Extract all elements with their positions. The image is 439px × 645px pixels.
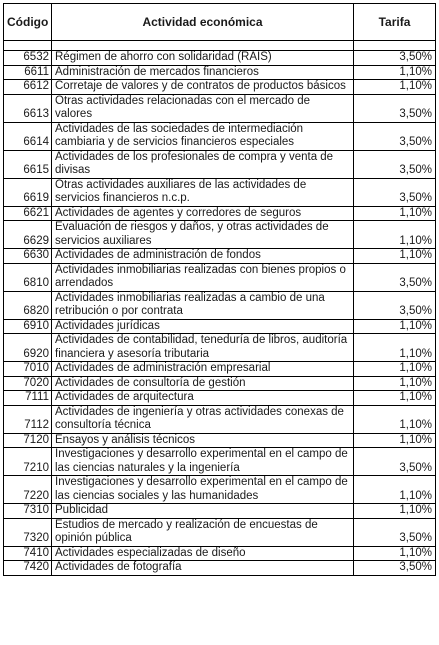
row-rate: 1,10% bbox=[354, 391, 436, 406]
table-row bbox=[4, 221, 436, 249]
row-activity: Estudios de mercado y realización de encuestas de opinión pública bbox=[52, 518, 354, 546]
table-row bbox=[4, 433, 436, 448]
row-rate: 1,10% bbox=[354, 80, 436, 95]
row-activity: Ensayos y análisis técnicos bbox=[52, 433, 354, 448]
table-row bbox=[4, 249, 436, 264]
row-rate: 1,10% bbox=[354, 376, 436, 391]
table-row bbox=[4, 405, 436, 433]
row-rate: 3,50% bbox=[354, 51, 436, 66]
row-rate: 1,10% bbox=[354, 206, 436, 221]
row-rate: 1,10% bbox=[354, 65, 436, 80]
row-rate: 1,10% bbox=[354, 546, 436, 561]
row-activity: Investigaciones y desarrollo experimental en el campo de las ciencias sociales y las humanidades bbox=[52, 476, 354, 504]
row-rate: 3,50% bbox=[354, 561, 436, 576]
table-row bbox=[4, 391, 436, 406]
table-row bbox=[4, 150, 436, 178]
row-rate: 3,50% bbox=[354, 263, 436, 291]
row-activity: Administración de mercados financieros bbox=[52, 65, 354, 80]
row-activity: Investigaciones y desarrollo experimental en el campo de las ciencias naturales y la ingeniería bbox=[52, 448, 354, 476]
row-code: 7220 bbox=[4, 476, 52, 504]
table-row bbox=[4, 263, 436, 291]
row-rate: 1,10% bbox=[354, 433, 436, 448]
row-rate: 1,10% bbox=[354, 476, 436, 504]
row-activity: Actividades de consultoría de gestión bbox=[52, 376, 354, 391]
header-code: Código bbox=[4, 4, 52, 41]
row-rate: 3,50% bbox=[354, 122, 436, 150]
table-row bbox=[4, 206, 436, 221]
row-rate: 1,10% bbox=[354, 362, 436, 377]
row-code: 6613 bbox=[4, 94, 52, 122]
row-activity: Actividades especializadas de diseño bbox=[52, 546, 354, 561]
row-activity: Actividades de agentes y corredores de seguros bbox=[52, 206, 354, 221]
row-rate: 1,10% bbox=[354, 249, 436, 264]
row-code: 7210 bbox=[4, 448, 52, 476]
row-rate: 3,50% bbox=[354, 448, 436, 476]
row-rate: 3,50% bbox=[354, 291, 436, 319]
row-code: 6619 bbox=[4, 178, 52, 206]
row-activity: Actividades jurídicas bbox=[52, 319, 354, 334]
row-code: 6611 bbox=[4, 65, 52, 80]
row-code: 7120 bbox=[4, 433, 52, 448]
row-code: 7112 bbox=[4, 405, 52, 433]
table-row bbox=[4, 51, 436, 66]
row-code: 6614 bbox=[4, 122, 52, 150]
row-activity: Evaluación de riesgos y daños, y otras actividades de servicios auxiliares bbox=[52, 221, 354, 249]
row-code: 6820 bbox=[4, 291, 52, 319]
row-code: 6810 bbox=[4, 263, 52, 291]
table-header-row bbox=[4, 4, 436, 41]
row-rate: 3,50% bbox=[354, 150, 436, 178]
row-activity: Actividades de administración de fondos bbox=[52, 249, 354, 264]
row-rate: 1,10% bbox=[354, 221, 436, 249]
header-rate: Tarifa bbox=[354, 4, 436, 41]
row-activity: Actividades de los profesionales de compra y venta de divisas bbox=[52, 150, 354, 178]
row-rate: 3,50% bbox=[354, 518, 436, 546]
activity-rate-table bbox=[3, 3, 436, 576]
row-activity: Actividades de arquitectura bbox=[52, 391, 354, 406]
table-row bbox=[4, 518, 436, 546]
row-code: 6621 bbox=[4, 206, 52, 221]
row-activity: Publicidad bbox=[52, 504, 354, 519]
row-rate: 1,10% bbox=[354, 405, 436, 433]
table-row bbox=[4, 476, 436, 504]
row-code: 7020 bbox=[4, 376, 52, 391]
row-activity: Actividades de las sociedades de intermediación cambiaria y de servicios financieros especiales bbox=[52, 122, 354, 150]
row-code: 7420 bbox=[4, 561, 52, 576]
table-row bbox=[4, 65, 436, 80]
row-activity: Actividades de administración empresarial bbox=[52, 362, 354, 377]
table-row bbox=[4, 362, 436, 377]
table-row bbox=[4, 122, 436, 150]
row-activity: Régimen de ahorro con solidaridad (RAIS) bbox=[52, 51, 354, 66]
row-activity: Actividades inmobiliarias realizadas con bienes propios o arrendados bbox=[52, 263, 354, 291]
row-code: 7320 bbox=[4, 518, 52, 546]
table-row bbox=[4, 319, 436, 334]
row-rate: 3,50% bbox=[354, 94, 436, 122]
table-row bbox=[4, 448, 436, 476]
table-row bbox=[4, 504, 436, 519]
row-code: 6910 bbox=[4, 319, 52, 334]
row-activity: Otras actividades relacionadas con el mercado de valores bbox=[52, 94, 354, 122]
row-code: 6615 bbox=[4, 150, 52, 178]
header-spacer-row bbox=[4, 41, 436, 51]
row-code: 7410 bbox=[4, 546, 52, 561]
row-activity: Actividades inmobiliarias realizadas a cambio de una retribución o por contrata bbox=[52, 291, 354, 319]
table-body bbox=[4, 51, 436, 576]
table-row bbox=[4, 94, 436, 122]
table-row bbox=[4, 376, 436, 391]
table-row bbox=[4, 546, 436, 561]
row-code: 6532 bbox=[4, 51, 52, 66]
table-row bbox=[4, 334, 436, 362]
row-rate: 1,10% bbox=[354, 319, 436, 334]
row-code: 6612 bbox=[4, 80, 52, 95]
row-rate: 1,10% bbox=[354, 504, 436, 519]
table-row bbox=[4, 291, 436, 319]
row-rate: 3,50% bbox=[354, 178, 436, 206]
row-activity: Actividades de ingeniería y otras actividades conexas de consultoría técnica bbox=[52, 405, 354, 433]
row-activity: Actividades de fotografía bbox=[52, 561, 354, 576]
row-code: 7310 bbox=[4, 504, 52, 519]
row-code: 6920 bbox=[4, 334, 52, 362]
row-code: 7010 bbox=[4, 362, 52, 377]
row-code: 6629 bbox=[4, 221, 52, 249]
table-row bbox=[4, 561, 436, 576]
row-code: 6630 bbox=[4, 249, 52, 264]
table-row bbox=[4, 80, 436, 95]
row-rate: 1,10% bbox=[354, 334, 436, 362]
header-activity: Actividad económica bbox=[52, 4, 354, 41]
table-row bbox=[4, 178, 436, 206]
row-activity: Corretaje de valores y de contratos de productos básicos bbox=[52, 80, 354, 95]
row-activity: Otras actividades auxiliares de las actividades de servicios financieros n.c.p. bbox=[52, 178, 354, 206]
row-code: 7111 bbox=[4, 391, 52, 406]
row-activity: Actividades de contabilidad, teneduría de libros, auditoría financiera y asesoría tributaria bbox=[52, 334, 354, 362]
